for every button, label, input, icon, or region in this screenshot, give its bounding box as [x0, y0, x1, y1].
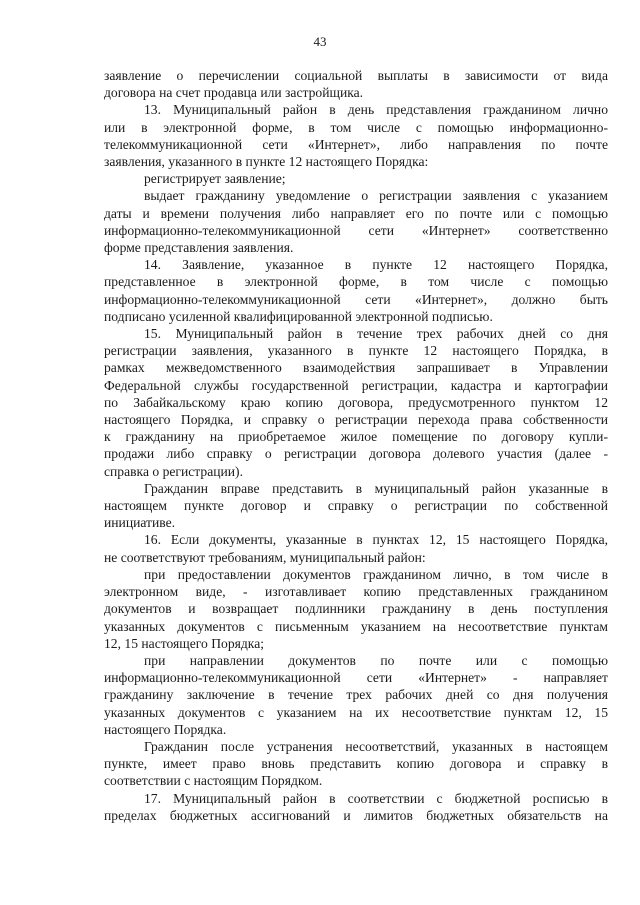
text-line: Федеральной службы государственной регистрации, кадастра и картографии — [104, 377, 608, 393]
text-line: электронном виде, - изготавливает копию представленных гражданином — [104, 584, 608, 600]
text-line: 12, 15 настоящего Порядка; — [104, 635, 264, 651]
text-line: телекоммуникационной сети «Интернет», либо направления по почте — [104, 136, 608, 152]
text-line: подписано усиленной квалифицированной электронной подписью. — [104, 308, 493, 324]
text-line: гражданину заключение в течение трех рабочих дней со дня получения — [104, 687, 608, 703]
text-line: 13. Муниципальный район в день представления гражданином лично — [144, 102, 608, 118]
text-line: регистрации заявления, указанного в пункте 12 настоящего Порядка, в — [104, 343, 608, 359]
text-line: при предоставлении документов гражданином лично, в том числе в — [144, 566, 608, 582]
text-line: не соответствуют требованиям, муниципальный район: — [104, 549, 426, 565]
text-line: пределах бюджетных ассигнований и лимитов бюджетных обязательств на — [104, 807, 608, 823]
text-line: форме представления заявления. — [104, 240, 294, 256]
text-line: соответствии с настоящим Порядком. — [104, 773, 323, 789]
text-line: справка о регистрации). — [104, 463, 243, 479]
text-line: или в электронной форме, в том числе с помощью информационно- — [104, 119, 608, 135]
text-line: настоящего Порядка, и справку о регистрации перехода права собственности — [104, 412, 608, 428]
text-line: выдает гражданину уведомление о регистрации заявления с указанием — [144, 188, 608, 204]
text-line: информационно-телекоммуникационной сети «Интернет» соответственно — [104, 222, 608, 238]
text-line: Гражданин после устранения несоответствий, указанных в настоящем — [144, 738, 608, 754]
text-line: указанных документов с письменным указанием на несоответствие пунктам — [104, 618, 608, 634]
page-number: 43 — [313, 34, 327, 49]
text-line: рамках межведомственного взаимодействия запрашивает в Управлении — [104, 360, 608, 376]
text-line: указанных документов с указанием на их несоответствие пунктам 12, 15 — [104, 704, 608, 720]
text-line: инициативе. — [104, 515, 176, 531]
text-line: информационно-телекоммуникационной сети «Интернет», должно быть — [104, 291, 608, 307]
text-line: 14. Заявление, указанное в пункте 12 настоящего Порядка, — [144, 257, 608, 273]
text-line: Гражданин вправе представить в муниципальный район указанные в — [144, 480, 608, 496]
text-line: к гражданину на приобретаемое жилое помещение по договору купли- — [104, 429, 608, 445]
text-line: настоящего Порядка. — [104, 721, 227, 737]
text-line: 16. Если документы, указанные в пунктах 12, 15 настоящего Порядка, — [144, 532, 608, 548]
text-line: документов и возвращает подлинники гражданину в день поступления — [104, 601, 608, 617]
text-line: регистрирует заявление; — [144, 171, 286, 187]
text-line: информационно-телекоммуникационной сети «Интернет» - направляет — [104, 670, 608, 686]
text-line: по Забайкальскому краю копию договора, предусмотренного пунктом 12 — [104, 394, 608, 410]
text-line: 15. Муниципальный район в течение трех рабочих дней со дня — [144, 326, 608, 342]
text-line: пункте, имеет право вновь представить копию договора и справку в — [104, 756, 608, 772]
text-line: представленное в электронной форме, в том числе с помощью — [104, 274, 608, 290]
text-line: даты и времени получения либо направляет его по почте или с помощью — [104, 205, 608, 221]
text-line: при направлении документов по почте или с помощью — [144, 652, 608, 668]
text-line: настоящем пункте договор и справку о регистрации по собственной — [104, 498, 608, 514]
document-body — [104, 67, 608, 824]
text-line: 17. Муниципальный район в соответствии с бюджетной росписью в — [144, 790, 608, 806]
text-line: заявления, указанного в пункте 12 настоящего Порядка: — [104, 154, 429, 170]
text-line: продажи либо справку о регистрации договора долевого участия (далее - — [104, 446, 608, 462]
text-line: заявление о перечислении социальной выплаты в зависимости от вида — [104, 68, 608, 83]
text-line: договора на счет продавца или застройщика. — [104, 85, 364, 101]
